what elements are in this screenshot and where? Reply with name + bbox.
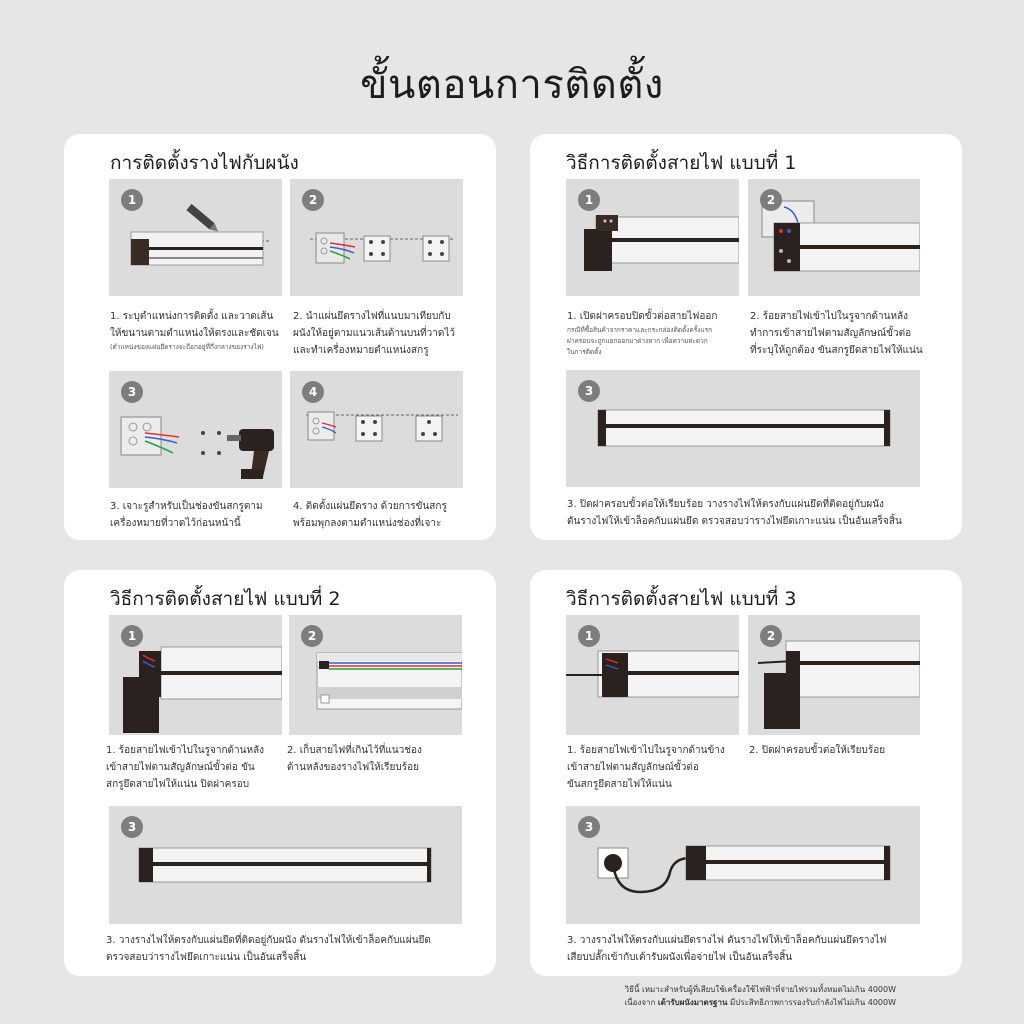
method1-step3-caption: 3. ปิดฝาครอบขั้วต่อให้เรียบร้อย วางรางไฟให้ตรงกับแผ่นยึดที่ติดอยู่กับผนัง ดันรางไฟให้เข้าล็อคกับแผ่นยึด ตรวจสอบว่ารางไฟยึดเกาะแน่น เป็นอันเสร็จสิ้น bbox=[567, 499, 902, 527]
wall-install-card bbox=[64, 134, 496, 540]
wall-step1-illustration bbox=[109, 179, 282, 296]
method1-step3-illustration bbox=[566, 370, 920, 487]
method2-step1-illustration bbox=[109, 615, 282, 735]
finished-rail-method2-drawing bbox=[109, 806, 462, 924]
step-number-badge: 2 bbox=[760, 189, 782, 211]
wall-step4-illustration bbox=[290, 371, 463, 488]
method3-title: วิธีการติดตั้งสายไฟ แบบที่ 3 bbox=[566, 588, 797, 610]
page-title: ขั้นตอนการติดตั้ง bbox=[360, 62, 664, 108]
method2-step3-illustration bbox=[109, 806, 462, 924]
method1-step2-illustration bbox=[748, 179, 920, 296]
step-number-badge: 3 bbox=[121, 816, 143, 838]
method1-step2-caption: 2. ร้อยสายไฟเข้าไปในรูจากด้านหลัง ทำการเข้าสายไฟตามสัญลักษณ์ขั้วต่อ ที่ระบุให้ถูกต้อง ขันสกรูยึดสายไฟให้แน่น bbox=[750, 311, 923, 356]
method1-step1-illustration bbox=[566, 179, 739, 296]
step-number-badge: 2 bbox=[302, 189, 324, 211]
step-number-badge: 1 bbox=[578, 625, 600, 647]
step-number-badge: 2 bbox=[760, 625, 782, 647]
step-number-badge: 4 bbox=[302, 381, 324, 403]
step-number-badge: 3 bbox=[578, 380, 600, 402]
method1-card bbox=[530, 134, 962, 540]
plug-in-drawing bbox=[566, 806, 920, 924]
wall-step3-illustration bbox=[109, 371, 282, 488]
method3-step1-illustration bbox=[566, 615, 739, 735]
method3-card bbox=[530, 570, 962, 976]
wall-step4-caption: 4. ติดตั้งแผ่นยึดราง ด้วยการขันสกรู พร้อมพุกลงตามตำแหน่งช่องที่เจาะ bbox=[293, 501, 447, 529]
method3-step2-illustration bbox=[748, 615, 920, 735]
method3-step3-illustration bbox=[566, 806, 920, 924]
method2-step1-caption: 1. ร้อยสายไฟเข้าไปในรูจากด้านหลัง เข้าสายไฟตามสัญลักษณ์ขั้วต่อ ขัน สกรูยึดสายไฟให้แน่น ปิดฝาครอบ bbox=[106, 745, 265, 790]
step-number-badge: 1 bbox=[121, 189, 143, 211]
method2-step3-caption: 3. วางรางไฟให้ตรงกับแผ่นยึดที่ติดอยู่กับผนัง ดันรางไฟให้เข้าล็อคกับแผ่นยึด ตรวจสอบว่ารางไฟยึดเกาะแน่น เป็นอันเสร็จสิ้น bbox=[106, 935, 431, 963]
method1-title: วิธีการติดตั้งสายไฟ แบบที่ 1 bbox=[566, 152, 797, 174]
wall-step1-caption: 1. ระบุตำแหน่งการติดตั้ง และวาดเส้น ให้ขนานตามตำแหน่งให้ตรงและชัดเจน (ตำแหน่งของแผ่นยึดรางจะถือกอยู่ที่กึ่งกลางของรางไฟ) bbox=[110, 311, 279, 351]
wall-step2-caption: 2. นำแผ่นยึดรางไฟที่แนบมาเทียบกับ ผนังให้อยู่ตามแนวเส้นด้านบนที่วาดไว้ และทำเครื่องหมายตำแหน่งสกรู bbox=[293, 311, 455, 356]
wall-step2-illustration bbox=[290, 179, 463, 296]
method3-step1-caption: 1. ร้อยสายไฟเข้าไปในรูจากด้านข้าง เข้าสายไฟตามสัญลักษณ์ขั้วต่อ ขันสกรูยึดสายไฟให้แน่น bbox=[567, 745, 725, 790]
step-number-badge: 1 bbox=[121, 625, 143, 647]
method1-step1-caption: 1. เปิดฝาครอบปิดขั้วต่อสายไฟออก กรณีที่ซื้อสินค้าจากราคาและกระกล่องติดตั้งครั้งแรก ฝาครอบจะถูกแยกออกมาต่างหาก เพื่อความสะดวก ในการติดตั้ง bbox=[567, 311, 718, 356]
method2-title: วิธีการติดตั้งสายไฟ แบบที่ 2 bbox=[110, 588, 341, 610]
step-number-badge: 2 bbox=[301, 625, 323, 647]
finished-rail-drawing bbox=[566, 370, 920, 487]
step-number-badge: 1 bbox=[578, 189, 600, 211]
method3-step3-caption: 3. วางรางไฟให้ตรงกับแผ่นยึดรางไฟ ดันรางไฟให้เข้าล็อคกับแผ่นยึดรางไฟ เสียบปลั๊กเข้ากับเต้ารับผนังเพื่อจ่ายไฟ เป็นอันเสร็จสิ้น bbox=[567, 935, 887, 963]
method3-step2-caption: 2. ปิดฝาครอบขั้วต่อให้เรียบร้อย bbox=[749, 745, 886, 756]
method2-step2-caption: 2. เก็บสายไฟที่เกินไว้ที่แนวช่อง ด้านหลังของรางไฟให้เรียบร้อย bbox=[287, 745, 422, 773]
method2-card bbox=[64, 570, 496, 976]
wall-install-title: การติดตั้งรางไฟกับผนัง bbox=[110, 152, 299, 174]
step-number-badge: 3 bbox=[578, 816, 600, 838]
method2-step2-illustration bbox=[289, 615, 462, 735]
wall-step3-caption: 3. เจาะรูสำหรับเป็นช่องขันสกรูตาม เครื่องหมายที่วาดไว้ก่อนหน้านี้ bbox=[110, 501, 263, 529]
footnote: วิธีนี้ เหมาะสำหรับผู้ที่เสียบใช้เครื่องใช้ไฟฟ้าที่จ่ายไฟรวมทั้งหมดไม่เกิน 4000W เนื่องจาก เต้ารับผนังมาตรฐาน มีประสิทธิภาพการรองรับกำลังไฟไม่เกิน 4000W bbox=[624, 985, 896, 1007]
step-number-badge: 3 bbox=[121, 381, 143, 403]
